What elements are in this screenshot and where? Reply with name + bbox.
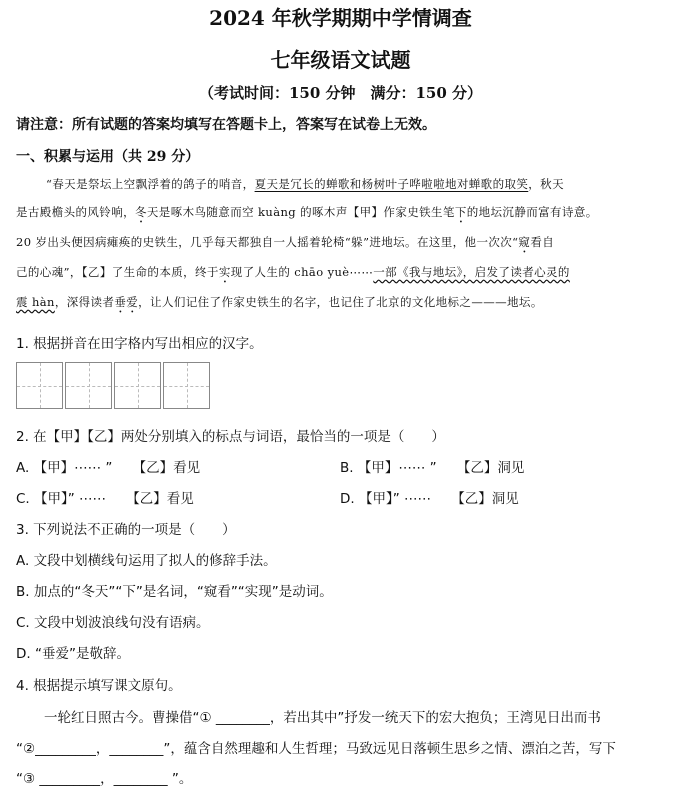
q4-line: 一轮红日照古今。曹操借“① ________，若出其中”抒发一统天下的宏大抱负；王湾见日出而书: [44, 710, 601, 726]
passage-text: 20 岁出头便因病瘫痪的史铁生，几乎每天都独自一人摇着轮椅“躲”进地坛。在这里，他一次次“: [16, 235, 519, 249]
section-heading: 一、积累与运用（共 29 分）: [16, 149, 200, 165]
exam-subtitle: 七年级语文试题: [270, 48, 411, 72]
q4-line: “②_________，________”，蕴含自然理趣和人生哲理；马致远见日落顿生思乡之情、漂泊之苦，写下: [16, 741, 616, 757]
question-2: 2. 在【甲】【乙】两处分别填入的标点与词语，最恰当的一项是（ ）: [16, 429, 445, 445]
wavy-sentence: 震 hàn: [16, 295, 55, 309]
wavy-sentence: 一部《我与地坛》，启发了读者心灵的: [373, 265, 570, 279]
writing-cell[interactable]: [16, 362, 63, 409]
q3-option-a[interactable]: A. 文段中划横线句运用了拟人的修辞手法。: [16, 553, 277, 569]
exam-info: （考试时间：150 分钟 满分：150 分）: [198, 84, 483, 102]
dotted-word: 垂爱: [114, 295, 139, 309]
question-4: 4. 根据提示填写课文原句。: [16, 678, 182, 694]
dotted-word: 窥: [518, 235, 531, 249]
writing-cell[interactable]: [114, 362, 161, 409]
notice: 请注意：所有试题的答案均填写在答题卡上，答案写在试卷上无效。: [16, 117, 436, 133]
q2-option-d[interactable]: D. 【甲】” ⋯⋯ 【乙】洞见: [340, 491, 519, 507]
writing-cell[interactable]: [65, 362, 112, 409]
passage-line: [16, 264, 570, 286]
q3-option-b[interactable]: B. 加点的“冬天”“下”是名词，“窥看”“实现”是动词。: [16, 584, 333, 600]
passage-text: “春天是祭坛上空飘浮着的鸽子的哨音，: [46, 177, 255, 191]
tianzige-grid: [16, 362, 212, 409]
dotted-word: 实: [218, 265, 231, 279]
passage-text: 是古殿檐头的风铃响，: [16, 205, 135, 219]
q2-option-c[interactable]: C. 【甲】” ⋯⋯ 【乙】看见: [16, 491, 194, 507]
question-3: 3. 下列说法不正确的一项是（ ）: [16, 522, 236, 538]
passage-text: ，秋天: [528, 177, 564, 191]
passage-text: 己的心魂”，【乙】了生命的本质，终于: [16, 265, 219, 279]
q3-option-d[interactable]: D. “垂爱”是敬辞。: [16, 646, 130, 662]
passage-text: ，深得读者: [54, 295, 115, 309]
q4-line: “③ _________，________ ”。: [16, 771, 193, 787]
passage-line: [16, 204, 598, 226]
passage-text: 现了人生的 chāo yuè⋯⋯: [230, 265, 374, 279]
writing-cell[interactable]: [163, 362, 210, 409]
question-1: 1. 根据拼音在田字格内写出相应的汉字。: [16, 336, 263, 352]
passage-text: 看自: [530, 235, 555, 249]
passage-line: [16, 234, 554, 256]
dotted-word: 冬: [135, 205, 147, 219]
passage-text: ，让人们记住了作家史铁生的名字，也记住了北京的文化地标之———地坛。: [138, 295, 543, 309]
underlined-sentence: 夏天是冗长的蝉歌和杨树叶子哗啦啦地对蝉歌的取笑: [254, 177, 529, 191]
passage-line: [16, 294, 543, 316]
passage-line: [46, 176, 564, 192]
passage-text: 的地坛沉静而富有诗意。: [466, 205, 598, 219]
q3-option-c[interactable]: C. 文段中划波浪线句没有语病。: [16, 615, 210, 631]
exam-title: 2024 年秋学期期中学情调查: [209, 6, 472, 30]
passage-text: 天是啄木鸟随意而空 kuàng 的啄木声【甲】作家史铁生笔: [146, 205, 455, 219]
q2-option-b[interactable]: B. 【甲】⋯⋯ ” 【乙】洞见: [340, 460, 525, 476]
dotted-word: 下: [454, 205, 467, 219]
q2-option-a[interactable]: A. 【甲】⋯⋯ ” 【乙】看见: [16, 460, 201, 476]
